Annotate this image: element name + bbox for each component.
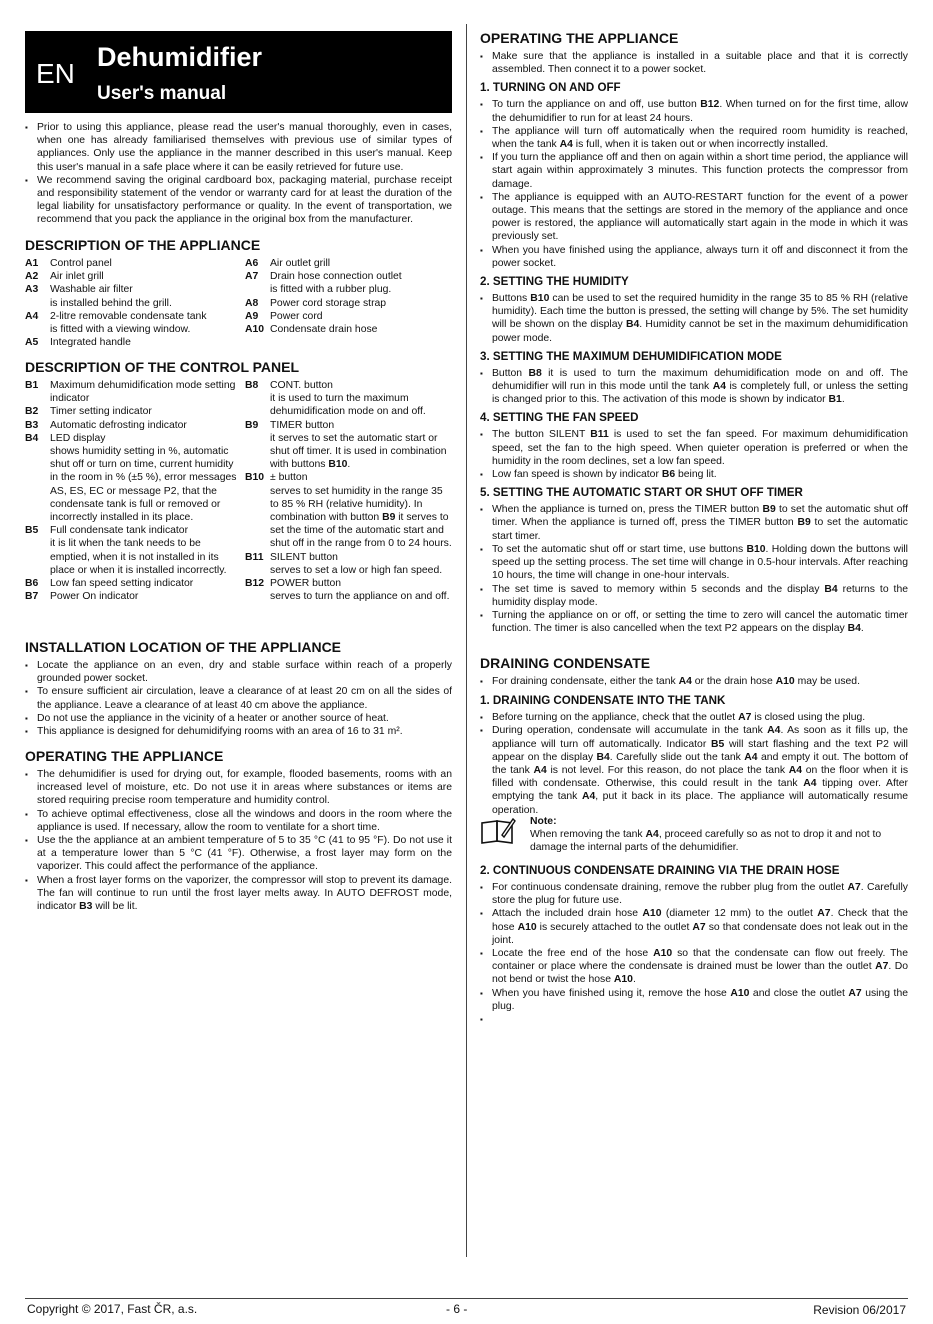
item-key: B9 [245,419,259,431]
subsection-heading: 5. SETTING THE AUTOMATIC START OR SHUT OFF TIMER [480,486,803,500]
panel-items-left [25,379,245,603]
item-key: B3 [25,419,39,431]
description-item [245,551,452,577]
item-value: Power On indicator [50,591,139,603]
page-subtitle: User's manual [97,83,227,104]
item-key: A2 [25,271,39,283]
operating-list [25,768,452,913]
item-key: A7 [245,271,259,283]
description-item [25,336,245,349]
list-item: ▪ Locate the appliance on an even, dry and stable surface within reach of a properly grounded power socket. [25,659,452,685]
description-item [25,419,239,432]
item-key: A8 [245,297,259,309]
list-item: ▪ Do not use the appliance in the vicinity of a heater or another source of heat. [25,712,452,725]
section-heading: DESCRIPTION OF THE APPLIANCE [25,237,261,253]
subsection-list [480,503,908,635]
page-footer [25,1298,908,1317]
installation-section [25,639,452,738]
right-column [480,0,909,1012]
intro-section [25,121,452,227]
list-item: ▪ We recommend saving the original cardboard box, packaging material, purchase receipt and responsibility statement of the vendor or warranty card for at least the duration of the legal liability for unsatisfactory performance or quality. In the event of transportation, we recommend that you pack the appliance in the original box from the manufacturer. [25,174,452,227]
item-value: SILENT button serves to set a low or high fan speed. [270,551,443,576]
drain-hose-section [480,864,908,1013]
item-value: Power cord [270,310,323,322]
description-item [25,524,239,577]
subsection-heading: 4. SETTING THE FAN SPEED [480,411,639,425]
list-item: ▪ Locate the free end of the hose A10 so that the condensate can flow out freely. The container or place where the condensate is drained must be lower than the outlet A7. Do not bend or twist the hose A10. [480,947,908,987]
item-key: A6 [245,258,259,269]
appliance-description-section [25,237,452,349]
language-code: EN [36,58,75,89]
drain-hose-list [480,881,908,1013]
list-item: ▪ Before turning on the appliance, check that the outlet A7 is closed using the plug. [480,711,908,724]
description-item [25,379,239,405]
subsection-list [480,428,908,481]
list-item: ▪ This appliance is designed for dehumidifying rooms with an area of 16 to 31 m². [25,725,452,738]
item-key: B8 [245,380,259,391]
item-value: Automatic defrosting indicator [50,419,187,431]
item-value: Air outlet grill [270,258,331,269]
list-item: ▪ During operation, condensate will accumulate in the tank A4. As soon as it fills up, the appliance will turn off automatically. Indicator B5 will start flashing and the text P2 will appear on the display B4. Carefully slide out the tank A4 and empty it out. The bottom of the tank A4 is not level. For this reason, do not place the tank A4 on the floor when it is filled with condensate. Otherwise, this could result in the tank A4 tipping over. After emptying the tank A4, put it back in its place. The appliance will automatically resume operation. [480,724,908,816]
item-value: POWER button serves to turn the appliance on and off. [270,578,450,603]
section-heading: DESCRIPTION OF THE CONTROL PANEL [25,359,300,375]
item-key: A5 [25,337,39,349]
description-item [25,577,239,590]
header-banner [25,31,452,113]
intro-list [25,121,452,227]
item-value: Washable air filter is installed behind the grill. [50,284,172,309]
item-key: B7 [25,591,39,603]
list-item: ▪ When a frost layer forms on the vaporizer, the compressor will stop to prevent its damage. The fan will continue to run until the frost layer melts away. In AUTO DEFROST mode, indicator B3 will be lit. [25,874,452,914]
list-item: ▪ The set time is saved to memory within 5 seconds and the display B4 returns to the humidity display mode. [480,583,908,609]
subsection-heading: 3. SETTING THE MAXIMUM DEHUMIDIFICATION MODE [480,349,782,363]
draining-tank-list [480,711,908,817]
item-key: A4 [25,310,39,322]
description-item [245,270,452,296]
item-key: B10 [245,472,265,484]
subsection-list [480,367,908,407]
list-item: ▪ For continuous condensate draining, remove the rubber plug from the outlet A7. Carefully store the plug for future use. [480,881,908,907]
item-key: B6 [25,578,39,590]
description-item [25,432,239,524]
item-key: A3 [25,284,39,296]
item-value: Condensate drain hose [270,324,378,336]
list-item: ▪ Button B8 it is used to turn the maximum dehumidification mode on and off. The dehumidifier will run in this mode until the tank A4 is completely full, or unless the setting is changed prior to this. The activation of this mode is shown by indicator B1. [480,367,908,407]
panel-items-right [245,379,452,603]
list-item: ▪ For draining condensate, either the tank A4 or the drain hose A10 may be used. [480,675,908,688]
book-pencil-icon [480,817,516,845]
installation-list [25,659,452,738]
item-value: Air inlet grill [50,271,104,283]
description-item [245,257,452,270]
list-item: ▪ The appliance is equipped with an AUTO-RESTART function for the event of a power outage. This means that the settings are stored in the memory of the appliance and once power is restored, the appliance will automatically start again in the mode in which it was previously set. [480,191,908,244]
item-key: B1 [25,380,39,391]
list-item: ▪ If you turn the appliance off and then on again within a short time period, the appliance will start again within approximately 3 minutes. This function protects the compressor from damage. [480,151,908,191]
description-item [245,297,452,310]
description-item [25,590,239,603]
description-item [245,379,452,419]
subsection-heading: 1. TURNING ON AND OFF [480,81,621,95]
description-item [245,310,452,323]
operating-subsections [480,81,908,635]
subsection-heading: 2. CONTINUOUS CONDENSATE DRAINING VIA THE DRAIN HOSE [480,864,840,877]
item-value: Low fan speed setting indicator [50,578,194,590]
section-heading: OPERATING THE APPLIANCE [480,30,679,46]
list-item: ▪ Buttons B10 can be used to set the required humidity in the range 35 to 85 % RH (relative humidity). Each time the button is pressed, the setting will change by 5%. The set humidity will be shown on the display B4. Humidity cannot be set in the maximum dehumidification power mode. [480,292,908,345]
description-item [25,270,245,283]
description-item [25,310,245,336]
item-value: ± button serves to set humidity in the range 35 to 85 % RH (relative humidity). In combination with button B9 it serves to set the time of the automatic start and shut off in the range from 0 to 24 hours. [270,472,452,550]
column-divider [466,24,467,1257]
note-title: Note: [530,816,557,827]
item-value: Power cord storage strap [270,297,387,309]
item-key: A9 [245,310,259,322]
copyright-text: Copyright © 2017, Fast ČR, a.s. [27,1302,198,1316]
note-box [480,815,908,855]
item-value: CONT. button it is used to turn the maximum dehumidification mode on and off. [270,380,426,418]
item-value: Full condensate tank indicator it is lit when the tank needs to be emptied, when it is not installed in its place or when it is installed incorrectly. [50,525,227,576]
list-item: ▪ Attach the included drain hose A10 (diameter 12 mm) to the outlet A7. Check that the hose A10 is securely attached to the outlet A7 so that condensate does not leak out in the joint. [480,907,908,947]
operating-left-section [25,748,452,913]
page-title: Dehumidifier [97,42,263,72]
appliance-parts-left [25,257,245,349]
appliance-parts-right [245,257,452,349]
list-item: ▪ Turning the appliance on or off, or setting the time to zero will cancel the automatic timer function. The timer is also cancelled when the text P2 appears on the display B4. [480,609,908,635]
subsection-list [480,98,908,270]
description-item [245,323,452,336]
list-item: ▪ Make sure that the appliance is installed in a suitable place and that it is correctly assembled. Then connect it to a power socket. [480,50,908,76]
item-key: A10 [245,324,265,336]
item-value: TIMER button it serves to set the automatic start or shut off timer. It is used in combination with buttons B10. [270,419,447,471]
item-value: 2-litre removable condensate tank is fitted with a viewing window. [50,310,207,336]
control-panel-description-section [25,359,452,603]
list-item: ▪ When you have finished using it, remove the hose A10 and close the outlet A7 using the plug. [480,987,908,1013]
list-item: ▪ To turn the appliance on and off, use button B12. When turned on for the first time, allow the dehumidifier to run for at least 24 hours. [480,98,908,124]
subsection-heading: 1. DRAINING CONDENSATE INTO THE TANK [480,694,726,708]
list-item: ▪ To set the automatic shut off or start time, use buttons B10. Holding down the buttons will speed up the setting process. The set time will change in 0.5-hour intervals. After reaching 10 hours, the time will change in one-hour intervals. [480,543,908,583]
item-key: B11 [245,551,264,563]
list-item: ▪ Use the the appliance at an ambient temperature of 5 to 35 °C (41 to 95 °F). Do not use it at a temperature lower than 5 °C (41 °F). Otherwise, a frost layer may form on the vaporizer. This could affect the performance of the appliance. [25,834,452,874]
item-value: Maximum dehumidification mode setting indicator [50,380,236,405]
item-key: B5 [25,525,39,537]
item-value: LED display shows humidity setting in %, automatic shut off or turn on time, current humidity in the room in % (±5 %), error messages AS, ES, EC or message P2, that the condensate tank is full or removed or incorrectly installed in its place. [50,432,237,524]
note-text: When removing the tank A4, proceed carefully so as not to drop it and not to damage the internal parts of the dehumidifier. [530,829,882,854]
item-value: Integrated handle [50,337,131,349]
list-item: ▪ When you have finished using the appliance, always turn it off and disconnect it from the power socket. [480,244,908,270]
section-heading: OPERATING THE APPLIANCE [25,748,224,764]
draining-intro-list [480,675,908,688]
item-value: Timer setting indicator [50,406,152,418]
subsection-heading: 2. SETTING THE HUMIDITY [480,275,629,289]
item-value: Drain hose connection outlet is fitted with a rubber plug. [270,271,402,296]
description-item [245,419,452,472]
description-item [25,283,245,309]
page-number: - 6 - [446,1302,468,1316]
subsection-list [480,292,908,345]
list-item: ▪ The dehumidifier is used for drying out, for example, flooded basements, rooms with an increased level of moisture, etc. Do not use it in areas where substances or items are stored requiring precise room temperature and humidity control. [25,768,452,808]
list-item: ▪ The button SILENT B11 is used to set the fan speed. For maximum dehumidification speed, set the fan to the high speed. When quieter operation is preferred or when the humidity in the room declines, set a low fan speed. [480,428,908,468]
draining-section [480,655,908,817]
revision-text: Revision 06/2017 [813,1303,906,1317]
list-item: ▪ To ensure sufficient air circulation, leave a clearance of at least 20 cm on all the sides of the appliance. Leave a clearance of at least 40 cm above the appliance. [25,685,452,711]
description-item [245,471,452,550]
item-value: Control panel [50,258,112,269]
list-item: ▪ Low fan speed is shown by indicator B6 being lit. [480,468,908,481]
operating-intro-list [480,50,908,76]
list-item: ▪ To achieve optimal effectiveness, close all the windows and doors in the room where the appliance is used. If necessary, allow the room to ventilate for a short time. [25,808,452,834]
item-key: B4 [25,432,39,444]
item-key: A1 [25,258,39,269]
section-heading: INSTALLATION LOCATION OF THE APPLIANCE [25,639,342,655]
list-item: ▪ When the appliance is turned on, press the TIMER button B9 to set the automatic shut off timer. When the appliance is turned off, press the TIMER button B9 to set the automatic start timer. [480,503,908,543]
operating-right-section [480,30,908,635]
description-item [25,405,239,418]
description-item [25,257,245,270]
list-item: ▪ Prior to using this appliance, please read the user's manual thoroughly, even in cases, when one has already familiarised themselves with previous use of similar types of appliances. Only use the appliance in the manner described in this user's manual. Keep this user's manual in a safe place where it can be easily retrieved for future use. [25,121,452,174]
section-heading: DRAINING CONDENSATE [480,655,651,671]
list-item: ▪ The appliance will turn off automatically when the required room humidity is reached, when the tank A4 is full, when it is taken out or when incorrectly installed. [480,125,908,151]
description-item [245,577,452,603]
item-key: B12 [245,578,265,590]
item-key: B2 [25,406,39,418]
